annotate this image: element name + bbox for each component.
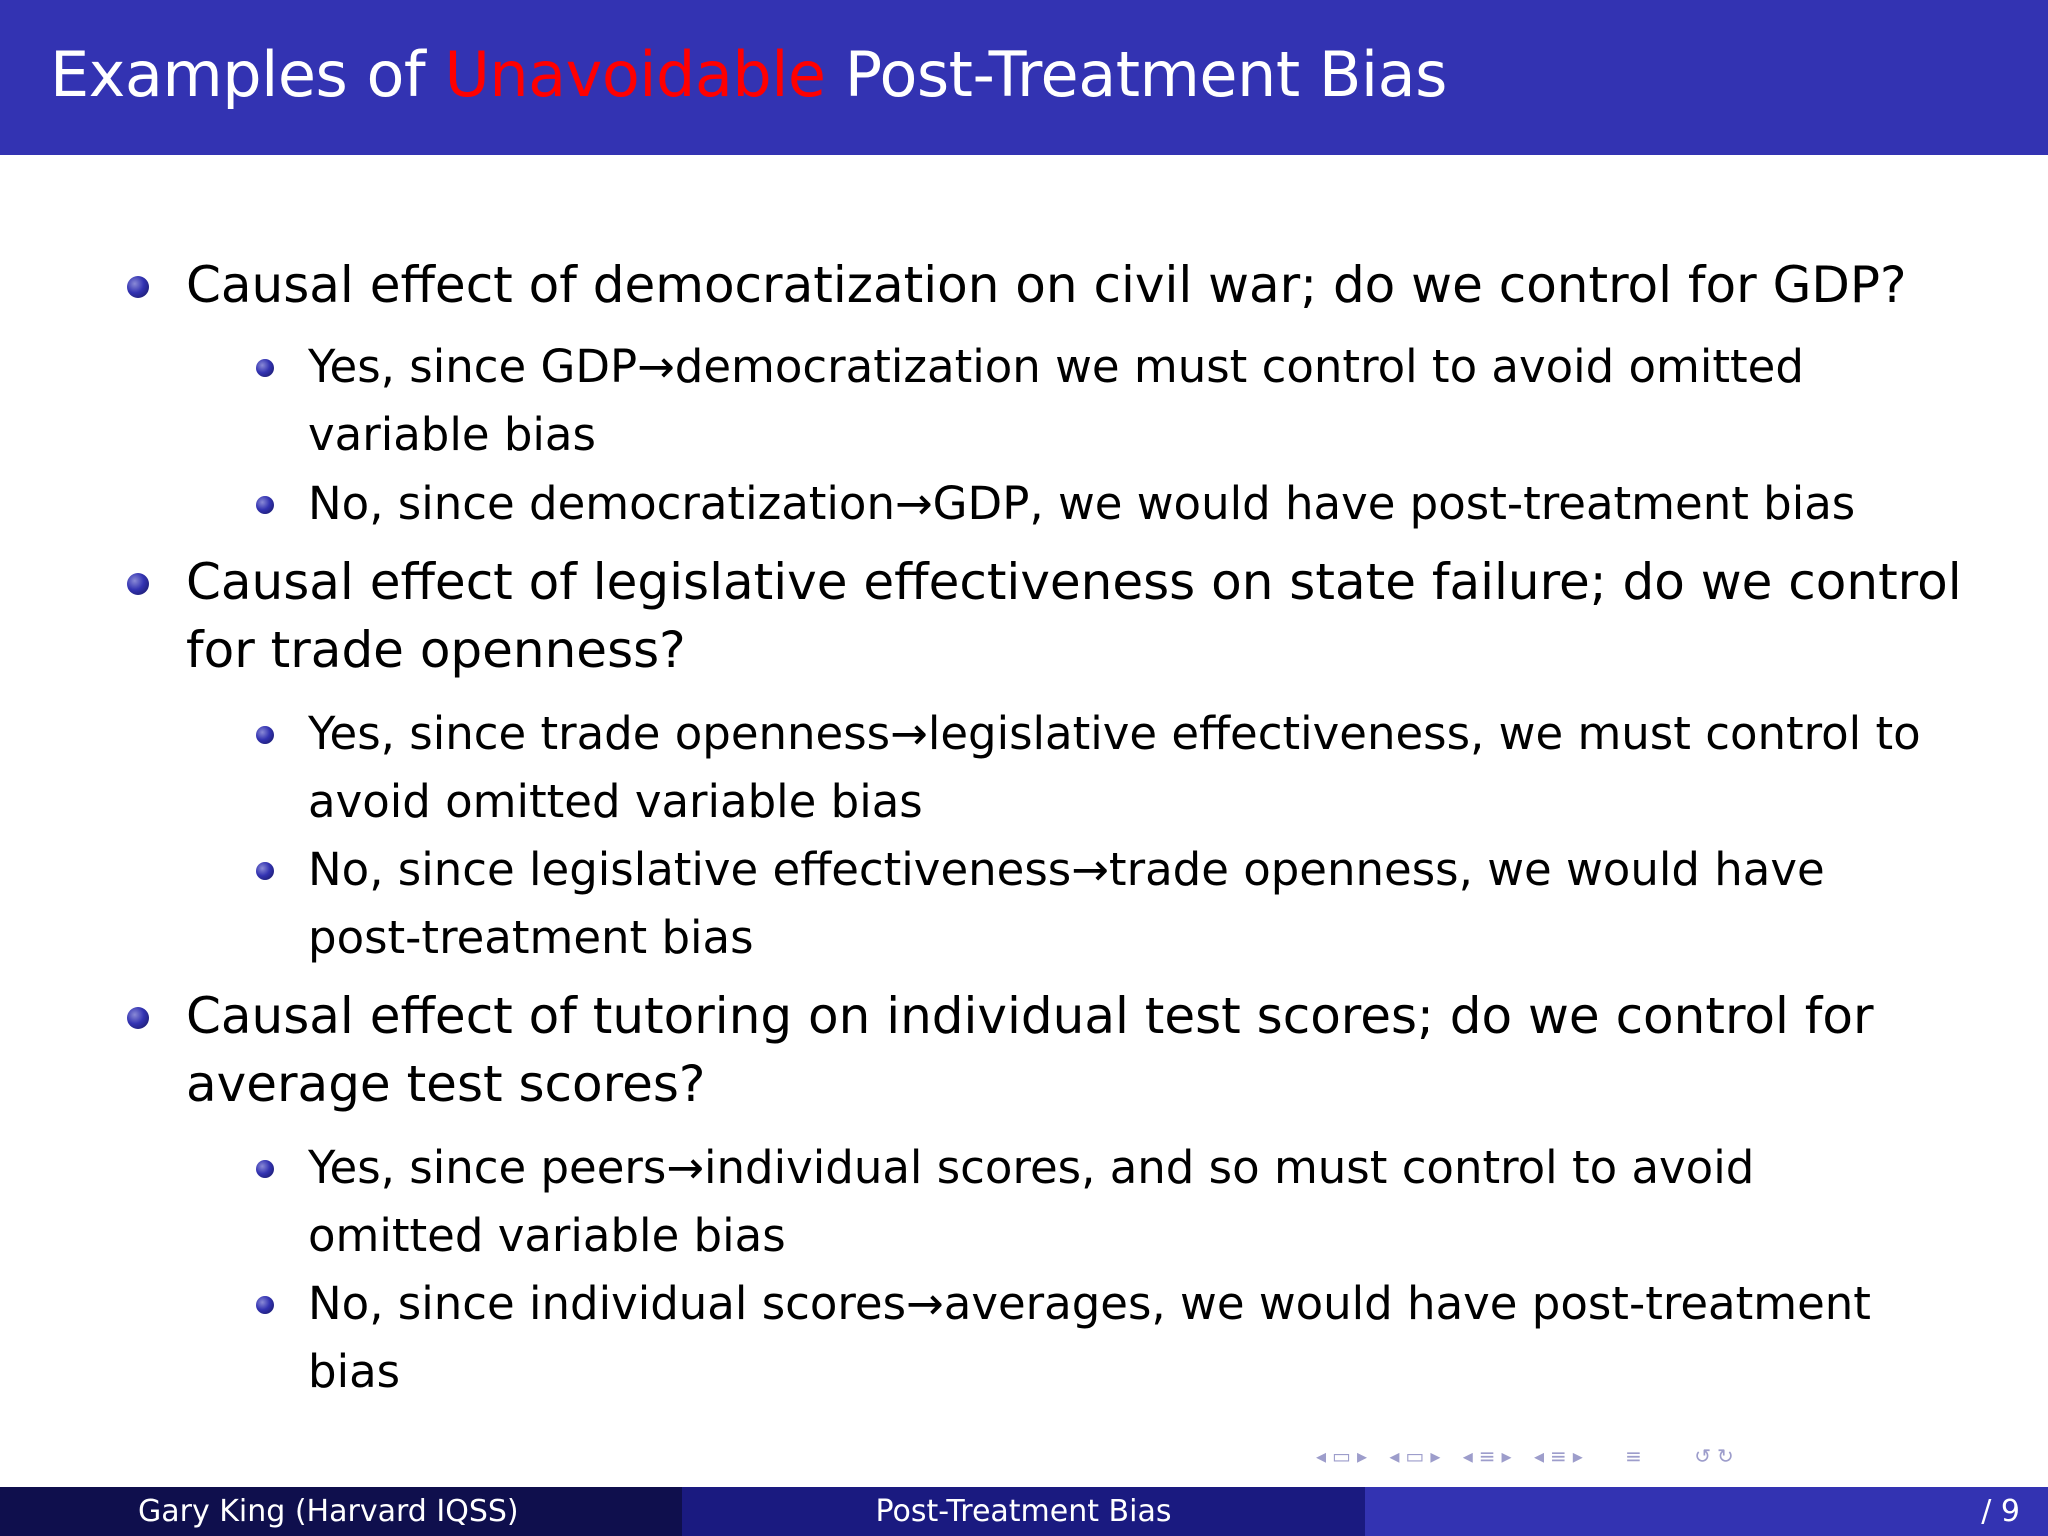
sub-item-2-1-line2: avoid omitted variable bias bbox=[308, 775, 923, 828]
sub-item-1-1-line1: Yes, since GDP→democratization we must control to avoid omitted bbox=[308, 340, 1804, 393]
sub-item-1-2-line1: No, since democratization→GDP, we would have post-treatment bias bbox=[308, 477, 1856, 530]
footer-author: Gary King (Harvard IQSS) bbox=[0, 1487, 682, 1536]
sub-bullet-icon bbox=[256, 1296, 274, 1314]
sub-bullet-icon bbox=[256, 862, 274, 880]
bullet-icon bbox=[127, 1007, 149, 1029]
title-part-2: Post-Treatment Bias bbox=[825, 38, 1447, 111]
nav-next-subsection-icon[interactable]: ▸ bbox=[1501, 1444, 1512, 1468]
sub-bullet-icon bbox=[256, 359, 274, 377]
nav-next-frame-icon[interactable]: ▸ bbox=[1356, 1444, 1367, 1468]
sub-bullet-icon bbox=[256, 496, 274, 514]
list-item-2-line1: Causal effect of legislative effectiveness on state failure; do we control bbox=[186, 553, 1962, 611]
sub-item-3-1-line2: omitted variable bias bbox=[308, 1209, 786, 1262]
nav-back-icon[interactable]: ↺ bbox=[1694, 1444, 1712, 1468]
slide-title bbox=[50, 38, 1447, 111]
sub-item-3-2-line1: No, since individual scores→averages, we would have post-treatment bbox=[308, 1277, 1871, 1330]
sub-item-2-2-line2: post-treatment bias bbox=[308, 911, 754, 964]
nav-next-item-icon[interactable]: ▸ bbox=[1572, 1444, 1583, 1468]
nav-frame-icon[interactable]: ▭ bbox=[1332, 1444, 1351, 1468]
nav-toc-icon[interactable]: ≡ bbox=[1625, 1444, 1642, 1468]
sub-bullet-icon bbox=[256, 1160, 274, 1178]
sub-item-3-1-line1: Yes, since peers→individual scores, and so must control to avoid bbox=[308, 1141, 1755, 1194]
nav-prev-item-icon[interactable]: ◂ bbox=[1533, 1444, 1544, 1468]
footer-page-number: / 9 bbox=[1365, 1487, 2048, 1536]
nav-next-section-icon[interactable]: ▸ bbox=[1430, 1444, 1441, 1468]
nav-prev-frame-icon[interactable]: ◂ bbox=[1316, 1444, 1327, 1468]
bullet-icon bbox=[127, 276, 149, 298]
list-item-2-line2: for trade openness? bbox=[186, 621, 686, 679]
bullet-icon bbox=[127, 573, 149, 595]
nav-item-icon[interactable]: ≡ bbox=[1549, 1444, 1567, 1468]
sub-bullet-icon bbox=[256, 726, 274, 744]
list-item-3-line1: Causal effect of tutoring on individual test scores; do we control for bbox=[186, 987, 1874, 1045]
slide-footer bbox=[0, 1487, 2048, 1536]
footer-title: Post-Treatment Bias bbox=[682, 1487, 1365, 1536]
title-accent-word: Unavoidable bbox=[444, 38, 826, 111]
sub-item-2-2-line1: No, since legislative effectiveness→trade openness, we would have bbox=[308, 843, 1825, 896]
nav-prev-subsection-icon[interactable]: ◂ bbox=[1462, 1444, 1473, 1468]
nav-subsection-icon[interactable]: ≡ bbox=[1478, 1444, 1496, 1468]
slide-header bbox=[0, 0, 2048, 155]
nav-section-icon[interactable]: ▭ bbox=[1405, 1444, 1425, 1468]
sub-item-2-1-line1: Yes, since trade openness→legislative effectiveness, we must control to bbox=[308, 707, 1921, 760]
beamer-nav-bar bbox=[1316, 1444, 1740, 1468]
title-part-1: Examples of bbox=[50, 38, 445, 111]
list-item-3-line2: average test scores? bbox=[186, 1055, 706, 1113]
list-item-1: Causal effect of democratization on civil war; do we control for GDP? bbox=[186, 256, 1907, 314]
sub-item-1-1-line2: variable bias bbox=[308, 408, 596, 461]
nav-forward-icon[interactable]: ↻ bbox=[1717, 1444, 1734, 1468]
nav-prev-section-icon[interactable]: ◂ bbox=[1389, 1444, 1400, 1468]
sub-item-3-2-line2: bias bbox=[308, 1345, 401, 1398]
